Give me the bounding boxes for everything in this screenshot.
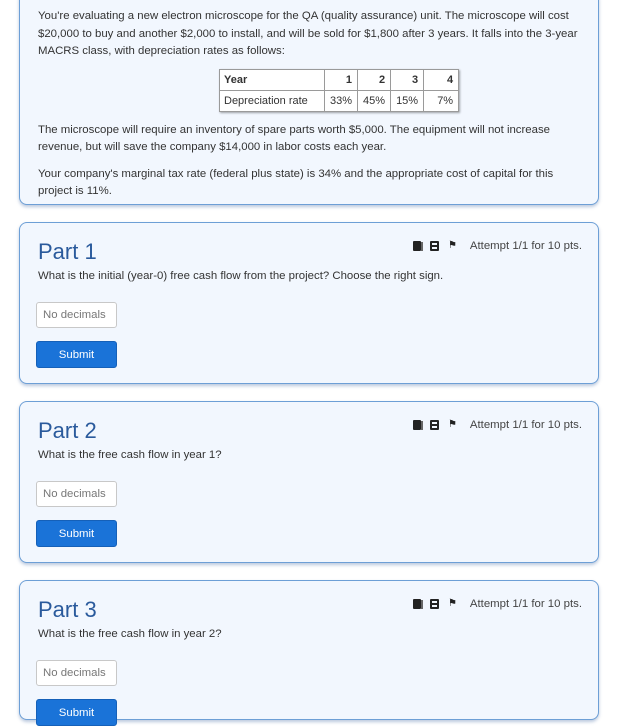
film-icon[interactable]: [430, 420, 439, 430]
answer-input[interactable]: [36, 660, 117, 686]
book-icon[interactable]: [413, 420, 421, 430]
flag-icon[interactable]: ⚑: [447, 240, 457, 251]
table-rate-2: 45%: [358, 90, 391, 111]
answer-input[interactable]: [36, 302, 117, 328]
attempt-info: Attempt 1/1 for 10 pts.: [469, 598, 582, 610]
part-title: Part 3: [38, 597, 97, 622]
table-rate-1: 33%: [325, 90, 358, 111]
part-2-card: [19, 401, 599, 563]
part-toolbar: [413, 419, 582, 431]
problem-paragraph-2: The microscope will require an inventory of spare parts worth $5,000. The equipment will not increase revenue, but will save the company $14,000 in labor costs each year.: [38, 123, 550, 153]
part-1-card: [19, 222, 599, 384]
part-toolbar: [413, 240, 582, 252]
table-row-label: Depreciation rate: [220, 90, 325, 111]
question-text: What is the initial (year-0) free cash flow from the project? Choose the right sign.: [38, 270, 444, 282]
problem-statement-card: [19, 0, 599, 205]
submit-button[interactable]: Submit: [36, 520, 117, 547]
table-row: [220, 90, 459, 111]
film-icon[interactable]: [430, 599, 439, 609]
question-text: What is the free cash flow in year 2?: [38, 628, 222, 640]
part-title: Part 2: [38, 418, 97, 443]
book-icon[interactable]: [413, 599, 421, 609]
part-3-card: [19, 580, 599, 720]
table-year-2: 2: [358, 69, 391, 90]
answer-input[interactable]: [36, 481, 117, 507]
submit-button[interactable]: Submit: [36, 341, 117, 368]
question-text: What is the free cash flow in year 1?: [38, 449, 222, 461]
table-year-3: 3: [391, 69, 424, 90]
depreciation-table: [219, 69, 459, 112]
part-title: Part 1: [38, 239, 97, 264]
table-header-year: Year: [220, 69, 325, 90]
film-icon[interactable]: [430, 241, 439, 251]
problem-paragraph-1: You're evaluating a new electron microscope for the QA (quality assurance) unit. The microscope will cost $20,000 to buy and another $2,000 to install, and will be sold for $1,800 after 3 years. It falls into the 3-year MACRS class, with depreciation rates as follows:: [38, 10, 578, 57]
table-rate-3: 15%: [391, 90, 424, 111]
submit-button[interactable]: Submit: [36, 699, 117, 726]
table-rate-4: 7%: [424, 90, 459, 111]
part-toolbar: [413, 598, 582, 610]
flag-icon[interactable]: ⚑: [447, 598, 457, 609]
table-year-4: 4: [424, 69, 459, 90]
attempt-info: Attempt 1/1 for 10 pts.: [469, 240, 582, 252]
attempt-info: Attempt 1/1 for 10 pts.: [469, 419, 582, 431]
problem-paragraph-3: Your company's marginal tax rate (federal plus state) is 34% and the appropriate cost of capital for this project is 11%.: [38, 167, 554, 197]
table-year-1: 1: [325, 69, 358, 90]
flag-icon[interactable]: ⚑: [447, 419, 457, 430]
book-icon[interactable]: [413, 241, 421, 251]
table-header-row: [220, 69, 459, 90]
